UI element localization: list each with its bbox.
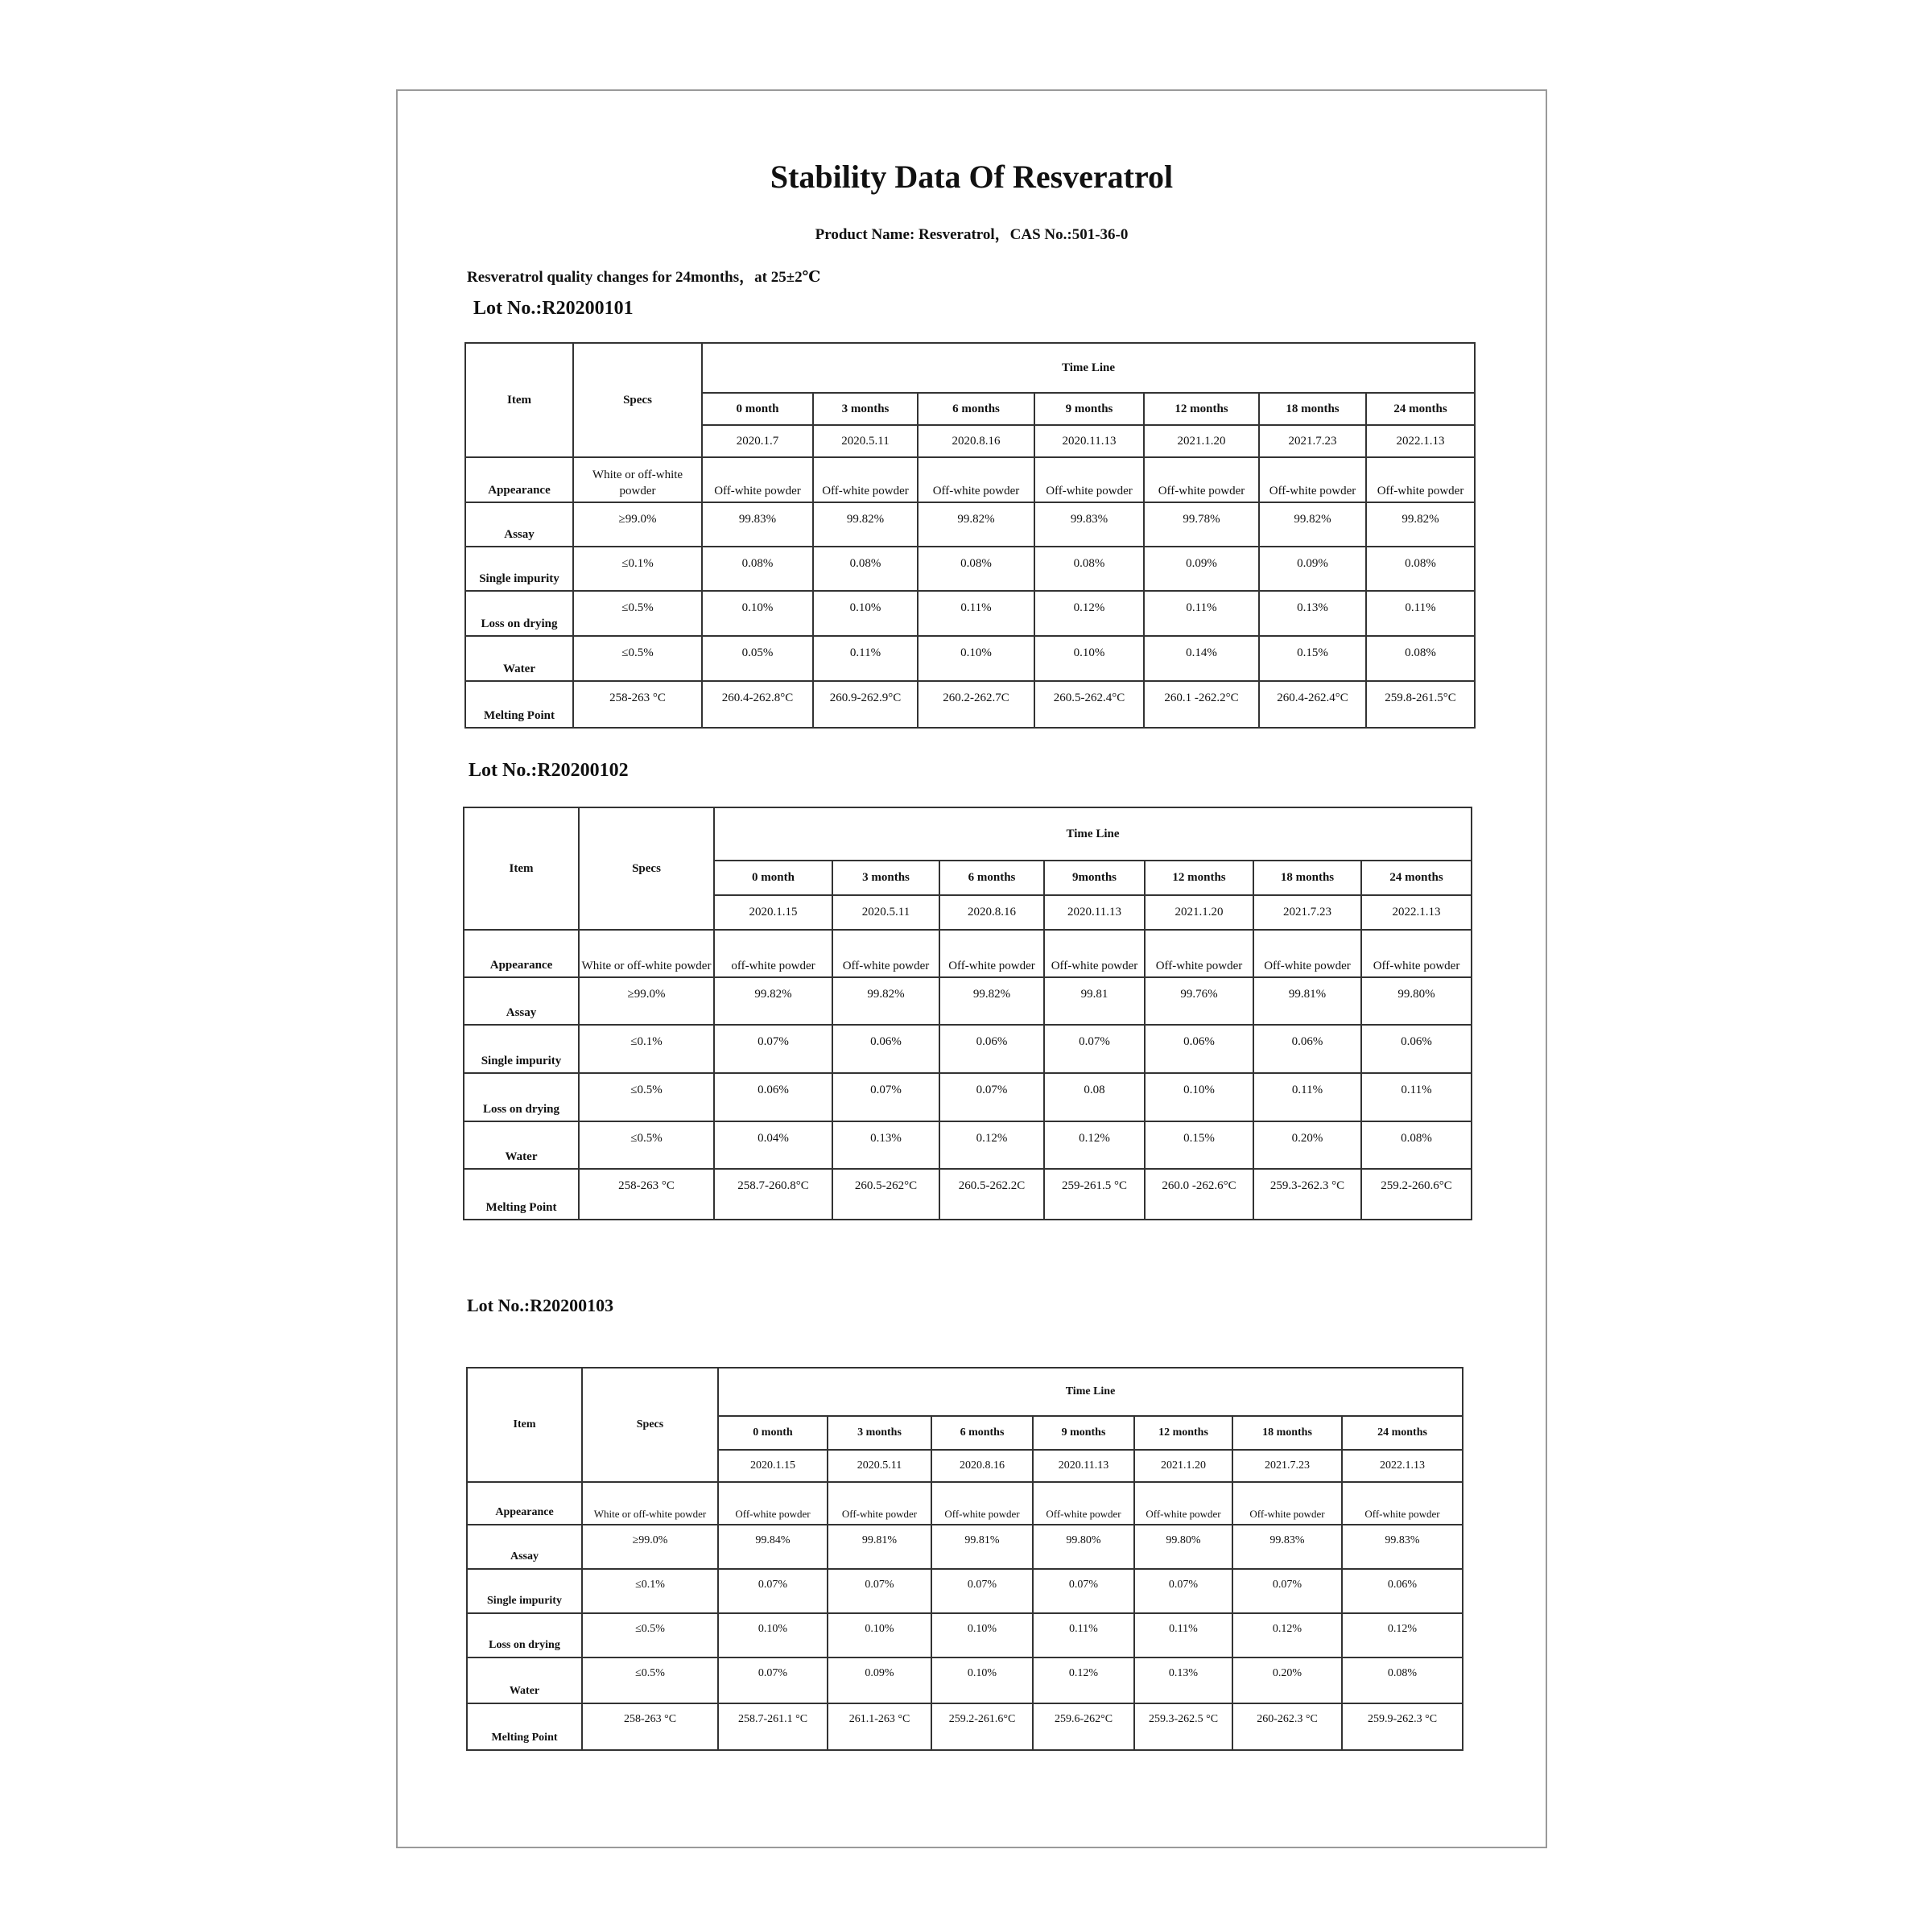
spec-cell: White or off-white powder <box>579 930 714 977</box>
date-cell: 2021.7.23 <box>1253 895 1361 930</box>
date-cell: 2020.11.13 <box>1044 895 1145 930</box>
value-cell: 99.80% <box>1033 1525 1134 1569</box>
date-cell: 2022.1.13 <box>1366 425 1475 457</box>
row-label: Water <box>467 1657 582 1703</box>
value-cell: 0.07% <box>939 1073 1044 1121</box>
row-label: Melting Point <box>465 681 573 728</box>
table-row <box>467 1569 1463 1613</box>
stability-table <box>464 342 1476 729</box>
date-cell: 2022.1.13 <box>1361 895 1472 930</box>
value-cell: 0.11% <box>1366 591 1475 636</box>
value-cell: 0.07% <box>828 1569 931 1613</box>
value-cell: 0.08% <box>918 547 1034 591</box>
row-label: Appearance <box>465 457 573 502</box>
value-cell: Off-white powder <box>813 457 918 502</box>
value-cell: 0.20% <box>1253 1121 1361 1169</box>
value-cell: 0.07% <box>1033 1569 1134 1613</box>
row-label: Assay <box>465 502 573 547</box>
value-cell: 0.06% <box>1145 1025 1253 1073</box>
value-cell: 0.08% <box>1361 1121 1472 1169</box>
spec-cell: ≤0.5% <box>579 1121 714 1169</box>
value-cell: 99.82% <box>813 502 918 547</box>
value-cell: Off-white powder <box>1134 1482 1232 1525</box>
item-header: Item <box>464 807 579 930</box>
value-cell: Off-white powder <box>702 457 813 502</box>
row-label: Water <box>464 1121 579 1169</box>
specs-header: Specs <box>573 343 702 457</box>
value-cell: 0.07% <box>718 1657 828 1703</box>
value-cell: 0.12% <box>1033 1657 1134 1703</box>
value-cell: 0.06% <box>714 1073 832 1121</box>
value-cell: 0.07% <box>832 1073 939 1121</box>
date-cell: 2021.7.23 <box>1259 425 1366 457</box>
value-cell: Off-white powder <box>1232 1482 1342 1525</box>
value-cell: Off-white powder <box>832 930 939 977</box>
value-cell: 99.83% <box>1034 502 1144 547</box>
row-label: Appearance <box>464 930 579 977</box>
value-cell: 0.12% <box>1232 1613 1342 1657</box>
value-cell: 259.3-262.3 °C <box>1253 1169 1361 1220</box>
value-cell: 260.5-262.4°C <box>1034 681 1144 728</box>
value-cell: 260.2-262.7C <box>918 681 1034 728</box>
value-cell: 99.80% <box>1361 977 1472 1025</box>
value-cell: 260.0 -262.6°C <box>1145 1169 1253 1220</box>
value-cell: 258.7-261.1 °C <box>718 1703 828 1750</box>
table-row <box>467 1525 1463 1569</box>
value-cell: 99.82% <box>1366 502 1475 547</box>
value-cell: 99.83% <box>1342 1525 1463 1569</box>
value-cell: 99.81% <box>1253 977 1361 1025</box>
value-cell: 0.09% <box>1144 547 1259 591</box>
value-cell: 99.81% <box>828 1525 931 1569</box>
value-cell: 0.07% <box>1232 1569 1342 1613</box>
date-cell: 2020.5.11 <box>813 425 918 457</box>
date-cell: 2020.11.13 <box>1033 1450 1134 1482</box>
value-cell: 259.2-260.6°C <box>1361 1169 1472 1220</box>
value-cell: 259-261.5 °C <box>1044 1169 1145 1220</box>
spec-cell: ≤0.5% <box>573 636 702 681</box>
value-cell: 99.82% <box>939 977 1044 1025</box>
value-cell: Off-white powder <box>718 1482 828 1525</box>
value-cell: 260.4-262.8°C <box>702 681 813 728</box>
value-cell: Off-white powder <box>1145 930 1253 977</box>
value-cell: 0.10% <box>1034 636 1144 681</box>
date-cell: 2020.5.11 <box>828 1450 931 1482</box>
month-header: 6 months <box>931 1416 1033 1450</box>
value-cell: 0.15% <box>1259 636 1366 681</box>
table-row <box>464 1121 1472 1169</box>
spec-cell: ≤0.1% <box>573 547 702 591</box>
date-cell: 2021.1.20 <box>1145 895 1253 930</box>
row-label: Melting Point <box>467 1703 582 1750</box>
value-cell: 99.80% <box>1134 1525 1232 1569</box>
table-row <box>467 1657 1463 1703</box>
spec-cell: White or off-white powder <box>582 1482 718 1525</box>
date-cell: 2020.11.13 <box>1034 425 1144 457</box>
row-label: Water <box>465 636 573 681</box>
lot-label-3: Lot No.:R20200103 <box>467 1295 614 1315</box>
value-cell: 0.10% <box>828 1613 931 1657</box>
value-cell: 0.06% <box>939 1025 1044 1073</box>
value-cell: 260.5-262°C <box>832 1169 939 1220</box>
value-cell: 0.07% <box>714 1025 832 1073</box>
value-cell: 0.11% <box>813 636 918 681</box>
spec-cell: ≤0.1% <box>582 1569 718 1613</box>
date-cell: 2020.1.7 <box>702 425 813 457</box>
value-cell: 99.82% <box>918 502 1034 547</box>
value-cell: 99.82% <box>714 977 832 1025</box>
row-label: Loss on drying <box>465 591 573 636</box>
value-cell: Off-white powder <box>939 930 1044 977</box>
month-header: 18 months <box>1232 1416 1342 1450</box>
table-row <box>465 591 1475 636</box>
value-cell: 259.2-261.6°C <box>931 1703 1033 1750</box>
value-cell: Off-white powder <box>931 1482 1033 1525</box>
table-row <box>465 502 1475 547</box>
specs-header: Specs <box>579 807 714 930</box>
value-cell: 99.81 <box>1044 977 1145 1025</box>
month-header: 3 months <box>832 861 939 895</box>
value-cell: 260.4-262.4°C <box>1259 681 1366 728</box>
month-header: 12 months <box>1145 861 1253 895</box>
spec-cell: ≥99.0% <box>582 1525 718 1569</box>
table-row <box>467 1482 1463 1525</box>
value-cell: 0.13% <box>832 1121 939 1169</box>
value-cell: Off-white powder <box>918 457 1034 502</box>
value-cell: 99.83% <box>702 502 813 547</box>
value-cell: 259.8-261.5°C <box>1366 681 1475 728</box>
month-header: 12 months <box>1144 393 1259 425</box>
value-cell: 99.84% <box>718 1525 828 1569</box>
date-cell: 2020.8.16 <box>931 1450 1033 1482</box>
date-cell: 2021.1.20 <box>1144 425 1259 457</box>
row-label: Melting Point <box>464 1169 579 1220</box>
value-cell: 259.9-262.3 °C <box>1342 1703 1463 1750</box>
table-row <box>464 1169 1472 1220</box>
header-row-timeline <box>464 807 1472 861</box>
table-row <box>465 547 1475 591</box>
row-label: Loss on drying <box>464 1073 579 1121</box>
month-header: 3 months <box>813 393 918 425</box>
stability-table <box>463 807 1472 1220</box>
spec-cell: ≥99.0% <box>573 502 702 547</box>
value-cell: 258.7-260.8°C <box>714 1169 832 1220</box>
value-cell: 259.3-262.5 °C <box>1134 1703 1232 1750</box>
stability-table <box>466 1367 1463 1751</box>
value-cell: 0.04% <box>714 1121 832 1169</box>
row-label: Appearance <box>467 1482 582 1525</box>
date-cell: 2020.8.16 <box>918 425 1034 457</box>
date-cell: 2020.8.16 <box>939 895 1044 930</box>
row-label: Single impurity <box>464 1025 579 1073</box>
spec-cell: ≤0.5% <box>579 1073 714 1121</box>
value-cell: 0.06% <box>832 1025 939 1073</box>
spec-cell: 258-263 °C <box>579 1169 714 1220</box>
month-header: 9 months <box>1033 1416 1134 1450</box>
value-cell: 0.08% <box>1366 547 1475 591</box>
value-cell: Off-white powder <box>1361 930 1472 977</box>
value-cell: 0.09% <box>1259 547 1366 591</box>
value-cell: Off-white powder <box>828 1482 931 1525</box>
value-cell: 0.10% <box>718 1613 828 1657</box>
table-row <box>465 681 1475 728</box>
value-cell: Off-white powder <box>1342 1482 1463 1525</box>
spec-cell: ≥99.0% <box>579 977 714 1025</box>
month-header: 24 months <box>1342 1416 1463 1450</box>
value-cell: off-white powder <box>714 930 832 977</box>
value-cell: 99.83% <box>1232 1525 1342 1569</box>
spec-cell: 258-263 °C <box>573 681 702 728</box>
timeline-header: Time Line <box>714 807 1472 861</box>
value-cell: 0.06% <box>1361 1025 1472 1073</box>
value-cell: 0.06% <box>1342 1569 1463 1613</box>
value-cell: 0.12% <box>1044 1121 1145 1169</box>
spec-cell: ≤0.1% <box>579 1025 714 1073</box>
value-cell: 0.08% <box>1034 547 1144 591</box>
table-row <box>467 1613 1463 1657</box>
table-row <box>464 1025 1472 1073</box>
row-label: Single impurity <box>467 1569 582 1613</box>
value-cell: 0.07% <box>1044 1025 1145 1073</box>
value-cell: 259.6-262°C <box>1033 1703 1134 1750</box>
value-cell: 0.11% <box>1361 1073 1472 1121</box>
value-cell: 0.11% <box>1134 1613 1232 1657</box>
product-line: Product Name: Resveratrol，CAS No.:501-36-0 <box>815 226 1129 243</box>
row-label: Assay <box>464 977 579 1025</box>
value-cell: 0.07% <box>931 1569 1033 1613</box>
item-header: Item <box>465 343 573 457</box>
header-row-timeline <box>467 1368 1463 1416</box>
value-cell: Off-white powder <box>1253 930 1361 977</box>
date-cell: 2020.1.15 <box>714 895 832 930</box>
value-cell: 0.12% <box>1034 591 1144 636</box>
month-header: 18 months <box>1259 393 1366 425</box>
value-cell: 0.10% <box>918 636 1034 681</box>
value-cell: 0.10% <box>931 1613 1033 1657</box>
value-cell: 0.10% <box>1145 1073 1253 1121</box>
table-row <box>467 1703 1463 1750</box>
value-cell: 260-262.3 °C <box>1232 1703 1342 1750</box>
value-cell: 0.11% <box>1144 591 1259 636</box>
lot-label-2: Lot No.:R20200102 <box>469 760 629 781</box>
value-cell: 0.13% <box>1259 591 1366 636</box>
value-cell: 0.07% <box>718 1569 828 1613</box>
value-cell: 0.08% <box>1342 1657 1463 1703</box>
date-cell: 2022.1.13 <box>1342 1450 1463 1482</box>
date-cell: 2020.1.15 <box>718 1450 828 1482</box>
lot-label-1: Lot No.:R20200101 <box>473 298 634 319</box>
value-cell: 0.09% <box>828 1657 931 1703</box>
month-header: 9 months <box>1034 393 1144 425</box>
row-label: Single impurity <box>465 547 573 591</box>
value-cell: 0.05% <box>702 636 813 681</box>
row-label: Loss on drying <box>467 1613 582 1657</box>
value-cell: 260.5-262.2C <box>939 1169 1044 1220</box>
month-header: 24 months <box>1361 861 1472 895</box>
value-cell: 99.82% <box>1259 502 1366 547</box>
value-cell: 0.11% <box>918 591 1034 636</box>
month-header: 12 months <box>1134 1416 1232 1450</box>
document-title: Stability Data Of Resveratrol <box>770 159 1174 195</box>
spec-cell: White or off-white powder <box>573 457 702 502</box>
value-cell: 99.82% <box>832 977 939 1025</box>
value-cell: 0.08% <box>702 547 813 591</box>
month-header: 0 month <box>714 861 832 895</box>
value-cell: Off-white powder <box>1366 457 1475 502</box>
value-cell: 260.1 -262.2°C <box>1144 681 1259 728</box>
month-header: 18 months <box>1253 861 1361 895</box>
table-row <box>465 636 1475 681</box>
value-cell: Off-white powder <box>1033 1482 1134 1525</box>
spec-cell: ≤0.5% <box>573 591 702 636</box>
spec-cell: 258-263 °C <box>582 1703 718 1750</box>
item-header: Item <box>467 1368 582 1482</box>
value-cell: 0.08 <box>1044 1073 1145 1121</box>
value-cell: 0.12% <box>939 1121 1044 1169</box>
value-cell: 0.11% <box>1033 1613 1134 1657</box>
table-row <box>464 1073 1472 1121</box>
value-cell: 0.20% <box>1232 1657 1342 1703</box>
timeline-header: Time Line <box>718 1368 1463 1416</box>
timeline-header: Time Line <box>702 343 1475 393</box>
value-cell: 0.10% <box>702 591 813 636</box>
month-header: 3 months <box>828 1416 931 1450</box>
value-cell: 0.12% <box>1342 1613 1463 1657</box>
quality-line: Resveratrol quality changes for 24months，at 25±2℃ <box>467 269 821 286</box>
value-cell: 260.9-262.9°C <box>813 681 918 728</box>
month-header: 6 months <box>918 393 1034 425</box>
spec-cell: ≤0.5% <box>582 1613 718 1657</box>
spec-cell: ≤0.5% <box>582 1657 718 1703</box>
value-cell: 261.1-263 °C <box>828 1703 931 1750</box>
value-cell: 0.10% <box>813 591 918 636</box>
month-header: 0 month <box>702 393 813 425</box>
value-cell: 0.14% <box>1144 636 1259 681</box>
value-cell: 0.07% <box>1134 1569 1232 1613</box>
month-header: 0 month <box>718 1416 828 1450</box>
value-cell: 0.08% <box>813 547 918 591</box>
table-row <box>464 977 1472 1025</box>
row-label: Assay <box>467 1525 582 1569</box>
value-cell: 0.13% <box>1134 1657 1232 1703</box>
header-row-timeline <box>465 343 1475 393</box>
value-cell: 99.76% <box>1145 977 1253 1025</box>
document-page <box>396 89 1547 1848</box>
value-cell: Off-white powder <box>1259 457 1366 502</box>
value-cell: Off-white powder <box>1034 457 1144 502</box>
value-cell: 0.11% <box>1253 1073 1361 1121</box>
value-cell: Off-white powder <box>1144 457 1259 502</box>
value-cell: 0.06% <box>1253 1025 1361 1073</box>
value-cell: 0.10% <box>931 1657 1033 1703</box>
value-cell: Off-white powder <box>1044 930 1145 977</box>
month-header: 6 months <box>939 861 1044 895</box>
value-cell: 99.81% <box>931 1525 1033 1569</box>
month-header: 9months <box>1044 861 1145 895</box>
value-cell: 0.08% <box>1366 636 1475 681</box>
value-cell: 0.15% <box>1145 1121 1253 1169</box>
date-cell: 2020.5.11 <box>832 895 939 930</box>
table-row <box>465 457 1475 502</box>
specs-header: Specs <box>582 1368 718 1482</box>
table-row <box>464 930 1472 977</box>
date-cell: 2021.7.23 <box>1232 1450 1342 1482</box>
date-cell: 2021.1.20 <box>1134 1450 1232 1482</box>
month-header: 24 months <box>1366 393 1475 425</box>
value-cell: 99.78% <box>1144 502 1259 547</box>
